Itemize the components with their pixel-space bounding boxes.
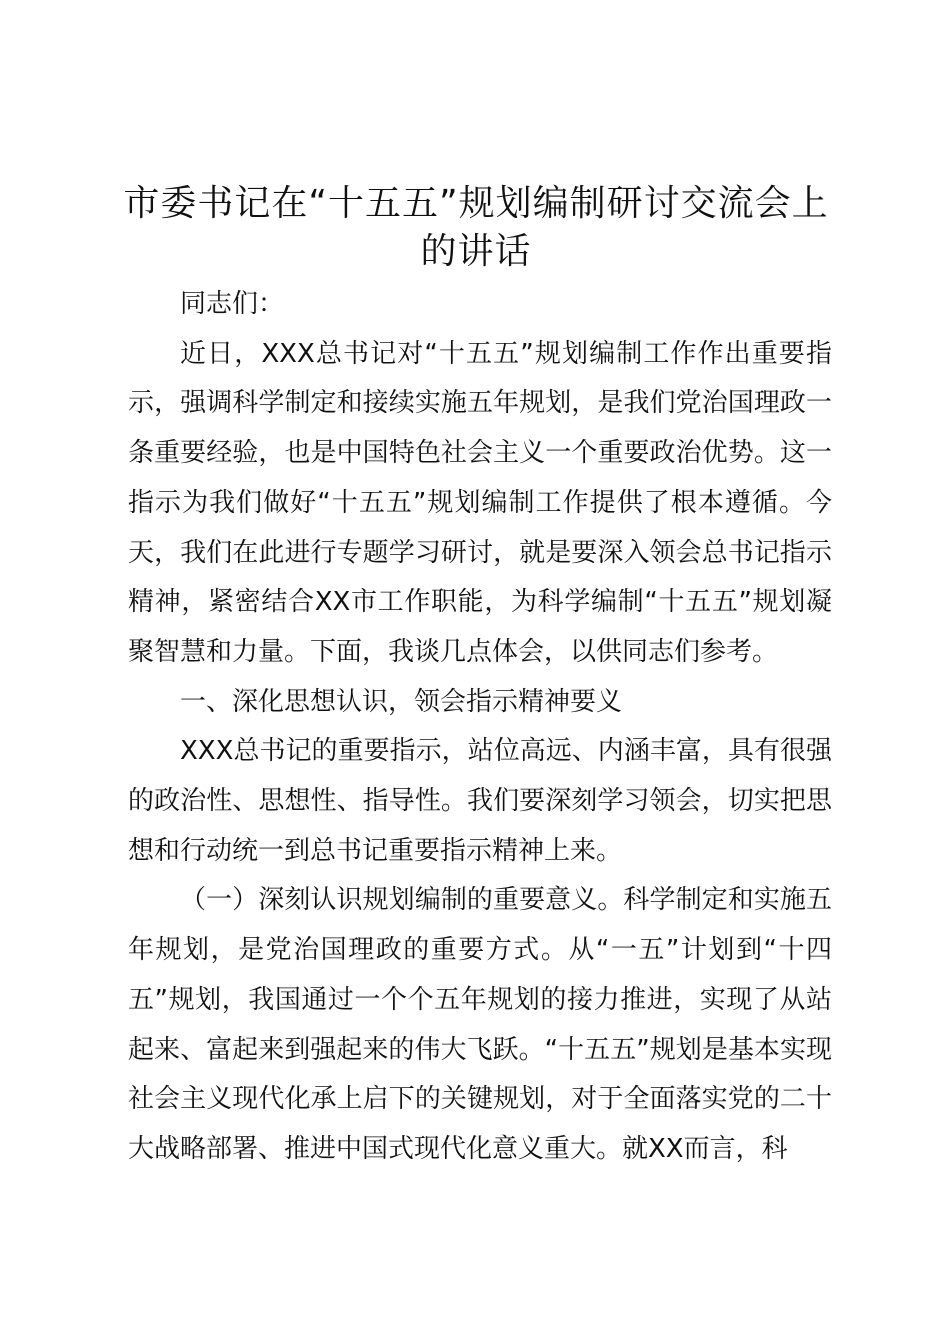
title-line-2: 的讲话 [420,231,532,272]
title-line-1: 市委书记在“十五五”规划编制研讨交流会上 [123,183,829,224]
document-title [120,180,832,276]
salutation: 同志们： [180,289,285,319]
paragraph-subsection-1: （一）深刻认识规划编制的重要意义。科学制定和实施五年规划，是党治国理政的重要方式。从“一五”计划到“十四五”规划，我国通过一个个五年规划的接力推进，实现了从站起来、富起来到强起来的伟大飞跃。“十五五”规划是基本实现社会主义现代化承上启下的关键规划，对于全面落实党的二十大战略部署、推进中国式现代化意义重大。就XX而言，科 [128,885,832,1164]
paragraph-section-1: XXX总书记的重要指示，站位高远、内涵丰富，具有很强的政治性、思想性、指导性。我们要深刻学习领会，切实把思想和行动统一到总书记重要指示精神上来。 [128,736,832,866]
section-heading-1: 一、深化思想认识，领会指示精神要义 [180,686,623,717]
document-body [128,280,832,1175]
paragraph-intro: 近日，XXX总书记对“十五五”规划编制工作作出重要指示，强调科学制定和接续实施五年规划，是我们党治国理政一条重要经验，也是中国特色社会主义一个重要政治优势。这一指示为我们做好“十五五”规划编制工作提供了根本遵循。今天，我们在此进行专题学习研讨，就是要深入领会总书记指示精神，紧密结合XX市工作职能，为科学编制“十五五”规划凝聚智慧和力量。下面，我谈几点体会，以供同志们参考。 [128,338,832,667]
